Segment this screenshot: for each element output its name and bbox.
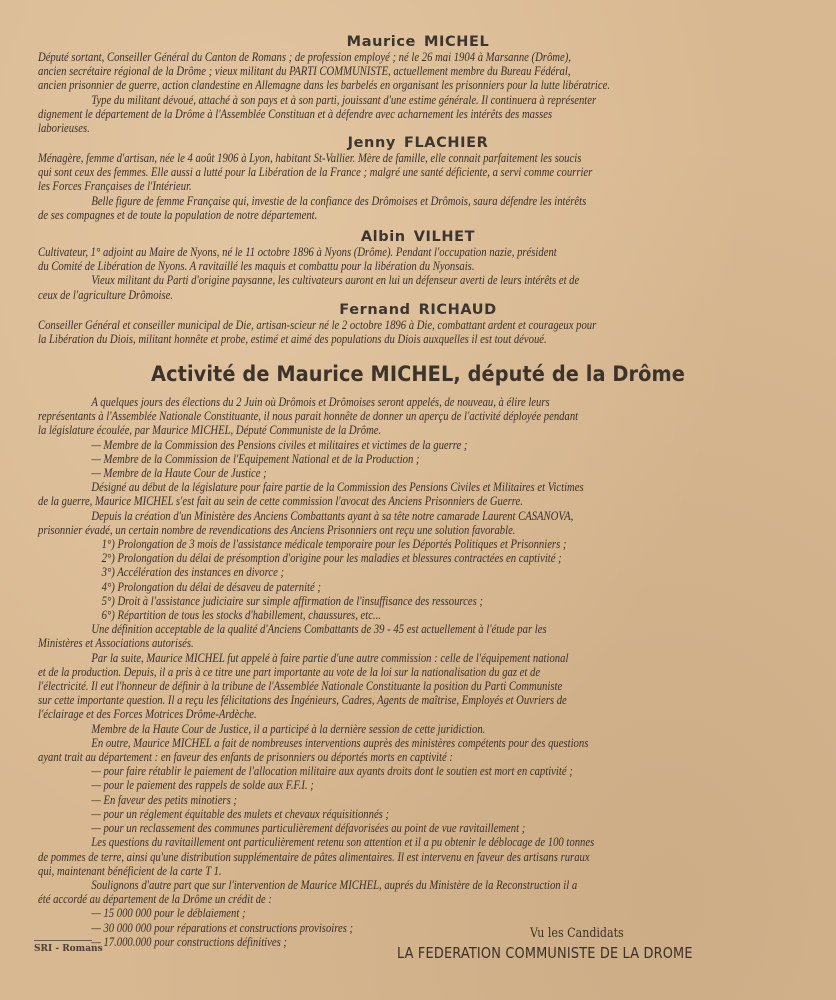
candidate-first-name: Albin (360, 229, 406, 245)
bio-line: ancien secrétaire régional de la Drôme ; vieux militant du PARTI COMMUNISTE, actuellement membre du Bureau Fédéral, (38, 64, 571, 79)
bio-line: Ménagère, femme d'artisan, née le 4 août 1906 à Lyon, habitant St-Vallier. Mère de famille, elle connait parfaitement les soucis (38, 151, 582, 165)
activity-line: de pommes de terre, ainsi qu'une distribution supplémentaire de pâtes alimentaires. Il est intervenu en faveur des artisans ruraux (38, 849, 590, 864)
candidate-name (0, 302, 836, 318)
candidate-last-name: VILHET (413, 229, 476, 245)
activity-line: — pour faire rétablir le paiement de l'allocation militaire aux ayants droits dont le soutien est mort en captivité ; (91, 764, 573, 779)
activity-line: — 15 000 000 pour le déblaiement ; (91, 906, 246, 921)
activity-line: prisonnier évadé, un certain nombre de revendications des Anciens Prisonniers ont reçu une solution favorable. (38, 522, 516, 537)
activity-line: 6°) Répartition de tous les stocks d'habillement, chaussures, etc... (101, 608, 381, 623)
bio-line: Belle figure de femme Française qui, investie de la confiance des Drômoises et Drômois, saura défendre les intérêts (91, 193, 587, 208)
activity-line: sur cette importante question. Il a reçu les félicitations des Ingénieurs, Cadres, Agents de maîtrise, Employés et Ouvriers de (38, 693, 567, 708)
activity-line: — Membre de la Commission des Pensions civiles et militaires et victimes de la guerre ; (91, 437, 468, 452)
candidate-last-name: FLACHIER (403, 135, 489, 151)
activity-line: 2°) Prolongation du délai de présomption d'origine pour les maladies et blessures contractées en captivité ; (101, 551, 562, 566)
bio-line: Cultivateur, 1° adjoint au Maire de Nyons, né le 11 octobre 1896 à Nyons (Drôme). Pendant l'occupation nazie, président (38, 245, 557, 259)
activity-line: — pour un réglement équitable des mulets et chevaux réquisitionnés ; (91, 806, 390, 821)
activity-line: 5°) Droit à l'assistance judiciaire sur simple affirmation de l'insuffisance des ressources ; (101, 593, 483, 608)
activity-line: l'éclairage et des Forces Motrices Drôme-Ardèche. (38, 707, 257, 722)
activity-line: — pour un reclassement des communes particulièrement défavorisées au point de vue ravitaillement ; (91, 821, 526, 836)
candidate-first-name: Maurice (346, 34, 416, 50)
bio-line: du Comité de Libération de Nyons. A ravitaillé les maquis et combattu pour la libération du Nyonsais. (38, 259, 475, 274)
bio-line: laborieuses. (38, 121, 90, 136)
activity-line: Par la suite, Maurice MICHEL fut appelé à faire partie d'une autre commission : celle de l'équipement national (91, 650, 569, 665)
activity-line: — 30 000 000 pour réparations et constructions provisoires ; (91, 920, 354, 935)
activity-line: la législature écoulée, par Maurice MICHEL, Député Communiste de la Drôme. (38, 423, 382, 438)
candidate-name (0, 135, 836, 151)
bio-line: Type du militant dévoué, attaché à son pays et à son parti, jouissant d'une estime générale. Il continuera à représenter (91, 92, 597, 107)
seen-by-label: Vu les Candidats (530, 926, 624, 941)
activity-line: qui, maintenant bénéficient de la carte T 1. (38, 863, 222, 878)
activity-line: représentants à l'Assemblée Nationale Constituante, il nous parait honnête de donner un aperçu de l'activité déployée pendant (38, 409, 579, 424)
activity-line: l'électricité. Il eut l'honneur de définir à la tribune de l'Assemblée Nationale Constituante la position du Parti Communiste (38, 679, 563, 694)
section-title: Activité de Maurice MICHEL, député de la Drôme (151, 362, 685, 386)
bio-line: les Forces Françaises de l'Intérieur. (38, 179, 192, 194)
activity-line: — En faveur des petits minotiers ; (91, 792, 237, 807)
activity-line: — Membre de la Commission de l'Equipement National et de la Production ; (91, 451, 420, 466)
bio-line: dignement le département de la Drôme à l'Assemblée Constituan et à défendre avec acharnement les intérêts des masses (38, 106, 553, 121)
candidate-first-name: Jenny (347, 135, 396, 151)
activity-line: de la guerre, Maurice MICHEL s'est fait au sein de cette commission l'avocat des Anciens Prisonniers de Guerre. (38, 494, 523, 509)
signature: LA FEDERATION COMMUNISTE DE LA DROME (397, 944, 693, 962)
candidate-name (0, 34, 836, 50)
activity-line: Désigné au début de la législature pour faire partie de la Commission des Pensions Civiles et Militaires et Victimes (91, 480, 584, 495)
candidate-last-name: RICHAUD (418, 302, 497, 318)
candidate-name (0, 229, 836, 245)
activity-line: Ministères et Associations autorisés. (38, 636, 194, 651)
activity-line: Soulignons d'autre part que sur l'intervention de Maurice MICHEL, auprés du Ministère de la Reconstruction il a (91, 877, 578, 892)
activity-line: — Membre de la Haute Cour de Justice ; (91, 466, 267, 481)
bio-line: de ses compagnes et de toute la population de notre département. (38, 207, 318, 222)
activity-line: ayant trait au département : en faveur des enfants de prisonniers ou déportés morts en captivité : (38, 750, 453, 765)
printer-mark: SRI - Romans (34, 944, 103, 954)
activity-line: et de la production. Depuis, il a pris à ce titre une part importante au vote de la loi sur la nationalisation du gaz et de (38, 664, 541, 679)
activity-line: Membre de la Haute Cour de Justice, il a participé à la dernière session de cette juridiction. (91, 721, 486, 736)
activity-line: Les questions du ravitaillement ont particulièrement retenu son attention et il a pu obtenir le déblocage de 100 tonnes (91, 835, 595, 850)
activity-line: 1°) Prolongation de 3 mois de l'assistance médicale temporaire pour les Déportés Politiques et Prisonniers ; (101, 537, 567, 552)
candidate-bio (38, 245, 794, 302)
candidate-bio (38, 318, 794, 346)
candidate-bio (38, 50, 794, 135)
activity-line: En outre, Maurice MICHEL a fait de nombreuses interventions auprès des ministères compétents pour des questions (91, 735, 589, 750)
divider (34, 940, 92, 941)
bio-line: la Libération du Diois, militant honnête et probe, estimé et aimé des populations du Diois auxquelles il est tout dévoué. (38, 332, 547, 347)
activity-line: Depuis la création d'un Ministère des Anciens Combattants ayant à sa tête notre camarade Laurent CASANOVA, (91, 508, 574, 523)
activity-line: A quelques jours des élections du 2 Juin où Drômois et Drômoises seront appelés, de nouveau, à élire leurs (91, 395, 550, 409)
activity-line: — 17.000.000 pour constructions définitives ; (91, 934, 287, 949)
bio-line: ceux de l'agriculture Drômoise. (38, 287, 174, 302)
activity-line: — pour le paiement des rappels de solde aux F.F.I. ; (91, 778, 314, 793)
bio-line: Vieux militant du Parti d'origine paysanne, les cultivateurs auront en lui un défenseur averti de leurs intérêts et de (91, 273, 580, 288)
activity-text (38, 395, 794, 949)
bio-line: Député sortant, Conseiller Général du Canton de Romans ; de profession employé ; né le 26 mai 1904 à Marsanne (Drôme), (38, 50, 571, 64)
candidate-bio (38, 151, 794, 222)
bio-line: Conseiller Général et conseiller municipal de Die, artisan-scieur né le 2 octobre 1896 à Die, combattant ardent et courageux pour (38, 318, 597, 332)
candidate-last-name: MICHEL (423, 34, 490, 50)
bio-line: ancien prisonnier de guerre, action clandestine en Allemagne dans les barbelés en organisant les prisonniers pour la lutte libératrice. (38, 78, 610, 93)
activity-line: 4°) Prolongation du délai de désaveu de paternité ; (101, 579, 321, 594)
activity-line: Une définition acceptable de la qualité d'Anciens Combattants de 39 - 45 est actuellement à l'étude par les (91, 622, 547, 637)
candidate-first-name: Fernand (339, 302, 411, 318)
activity-line: 3°) Accélération des instances en divorce ; (101, 565, 285, 580)
bio-line: qui sont ceux des femmes. Elle aussi a lutté pour la Libération de la France ; malgré une santé déficiente, a servi comme courrier (38, 165, 593, 180)
activity-line: été accordé au département de la Drôme un crédit de : (38, 892, 272, 907)
